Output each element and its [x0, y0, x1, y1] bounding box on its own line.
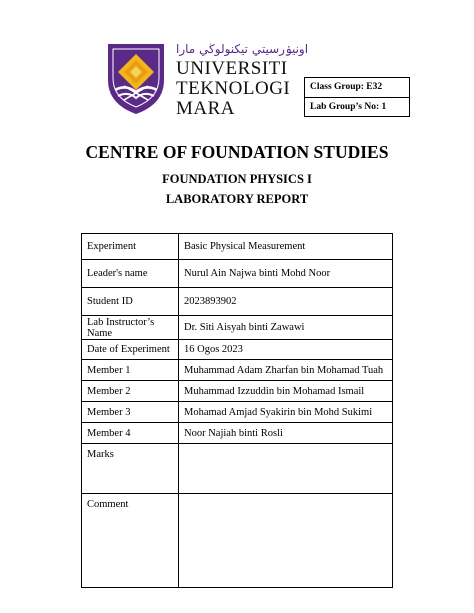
lab-group-text: Lab Group’s No: 1	[305, 97, 409, 116]
table-row	[82, 234, 393, 260]
table-row	[82, 494, 393, 588]
marks-cell	[179, 444, 393, 494]
row-label: Lab Instructor’s Name	[82, 316, 179, 340]
table-row	[82, 423, 393, 444]
row-value: Nurul Ain Najwa binti Mohd Noor	[179, 260, 393, 288]
row-value: Basic Physical Measurement	[179, 234, 393, 260]
table-row	[82, 381, 393, 402]
table-row	[82, 260, 393, 288]
row-label: Comment	[82, 494, 179, 588]
row-value: Dr. Siti Aisyah binti Zawawi	[179, 316, 393, 340]
row-value: Mohamad Amjad Syakirin bin Mohd Sukimi	[179, 402, 393, 423]
group-info-box	[304, 77, 410, 117]
row-label: Leader's name	[82, 260, 179, 288]
comment-cell	[179, 494, 393, 588]
wordmark-line-1: UNIVERSITI	[176, 58, 288, 79]
row-value: Muhammad Adam Zharfan bin Mohamad Tuah	[179, 360, 393, 381]
uitm-crest-icon	[104, 42, 168, 116]
report-info-table	[81, 233, 393, 588]
row-value: Muhammad Izzuddin bin Mohamad Ismail	[179, 381, 393, 402]
class-group-text: Class Group: E32	[310, 82, 383, 92]
row-value: 16 Ogos 2023	[179, 340, 393, 360]
table-row	[82, 316, 393, 340]
row-label: Date of Experiment	[82, 340, 179, 360]
wordmark-line-2: TEKNOLOGI	[176, 78, 291, 99]
row-label: Member 3	[82, 402, 179, 423]
report-title: LABORATORY REPORT	[165, 192, 309, 206]
table-row	[82, 402, 393, 423]
row-label: Member 4	[82, 423, 179, 444]
table-row	[82, 288, 393, 316]
centre-title: CENTRE OF FOUNDATION STUDIES	[85, 142, 389, 162]
jawi-script: اونيۏرسيتي تيكنولوڬي مارا	[176, 42, 309, 56]
course-title: FOUNDATION PHYSICS I	[162, 172, 312, 186]
row-label: Student ID	[82, 288, 179, 316]
row-label: Member 2	[82, 381, 179, 402]
row-value: 2023893902	[179, 288, 393, 316]
row-value: Noor Najiah binti Rosli	[179, 423, 393, 444]
row-label: Member 1	[82, 360, 179, 381]
uitm-logo	[104, 42, 309, 122]
table-row	[82, 444, 393, 494]
row-label: Experiment	[82, 234, 179, 260]
row-label: Marks	[82, 444, 179, 494]
table-row	[82, 340, 393, 360]
wordmark-line-3: MARA	[176, 98, 236, 119]
table-row	[82, 360, 393, 381]
